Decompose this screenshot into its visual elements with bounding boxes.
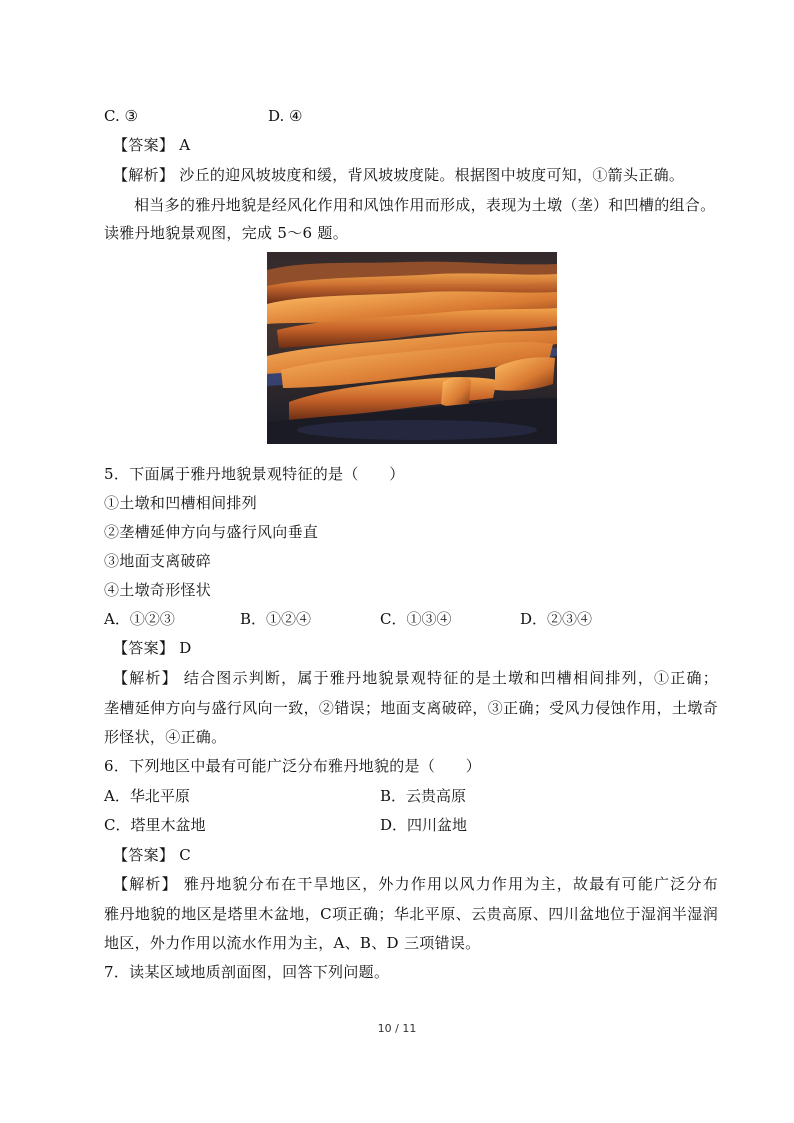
q4-option-d: D. ④ [268, 107, 303, 125]
q7-stem: 7．读某区域地质剖面图，回答下列问题。 [104, 963, 390, 981]
q6-option-a: A．华北平原 [104, 787, 190, 805]
q4-answer: 【答案】 A [113, 136, 191, 154]
q6-option-b: B．云贵高原 [380, 787, 467, 805]
q5-item-2: ②垄槽延伸方向与盛行风向垂直 [104, 523, 319, 541]
q5-item-3: ③地面支离破碎 [104, 552, 212, 570]
q5-analysis-line-3: 形怪状，④正确。 [104, 728, 227, 746]
q5-analysis-line-2: 垄槽延伸方向与盛行风向一致，②错误；地面支离破碎，③正确；受风力侵蚀作用，土墩奇 [104, 699, 718, 717]
intro-line-2: 读雅丹地貌景观图，完成 5～6 题。 [104, 224, 349, 242]
q5-item-1: ①土墩和凹槽相间排列 [104, 494, 258, 512]
q4-option-c: C. ③ [104, 107, 138, 125]
q5-option-d: D．②③④ [520, 610, 593, 628]
yardang-landscape-photo [267, 252, 557, 444]
q5-option-c: C．①③④ [380, 610, 452, 628]
q6-analysis-line-1: 【解析】 雅丹地貌分布在干旱地区，外力作用以风力作用为主，故最有可能广泛分布 [113, 875, 718, 893]
q6-option-c: C．塔里木盆地 [104, 816, 206, 834]
q5-option-b: B．①②④ [240, 610, 312, 628]
q5-stem: 5．下面属于雅丹地貌景观特征的是（ ） [104, 465, 405, 483]
q6-option-d: D．四川盆地 [380, 816, 468, 834]
q5-analysis-line-1: 【解析】 结合图示判断，属于雅丹地貌景观特征的是土墩和凹槽相间排列，①正确； [113, 669, 718, 687]
q6-analysis-line-3: 地区，外力作用以流水作用为主，A、B、D 三项错误。 [104, 934, 481, 952]
q4-analysis: 【解析】 沙丘的迎风坡坡度和缓，背风坡坡度陡。根据图中坡度可知，①箭头正确。 [113, 166, 685, 184]
q5-option-a: A．①②③ [104, 610, 175, 628]
intro-line-1: 相当多的雅丹地貌是经风化作用和风蚀作用而形成，表现为土墩（垄）和凹槽的组合。 [134, 196, 716, 214]
q6-answer: 【答案】 C [113, 846, 192, 864]
page-number: 10 / 11 [377, 1022, 417, 1035]
q5-answer: 【答案】 D [113, 639, 192, 657]
q5-item-4: ④土墩奇形怪状 [104, 581, 212, 599]
q6-stem: 6．下列地区中最有可能广泛分布雅丹地貌的是（ ） [104, 757, 482, 775]
q6-analysis-line-2: 雅丹地貌的地区是塔里木盆地，C项正确；华北平原、云贵高原、四川盆地位于湿润半湿润 [104, 905, 718, 923]
